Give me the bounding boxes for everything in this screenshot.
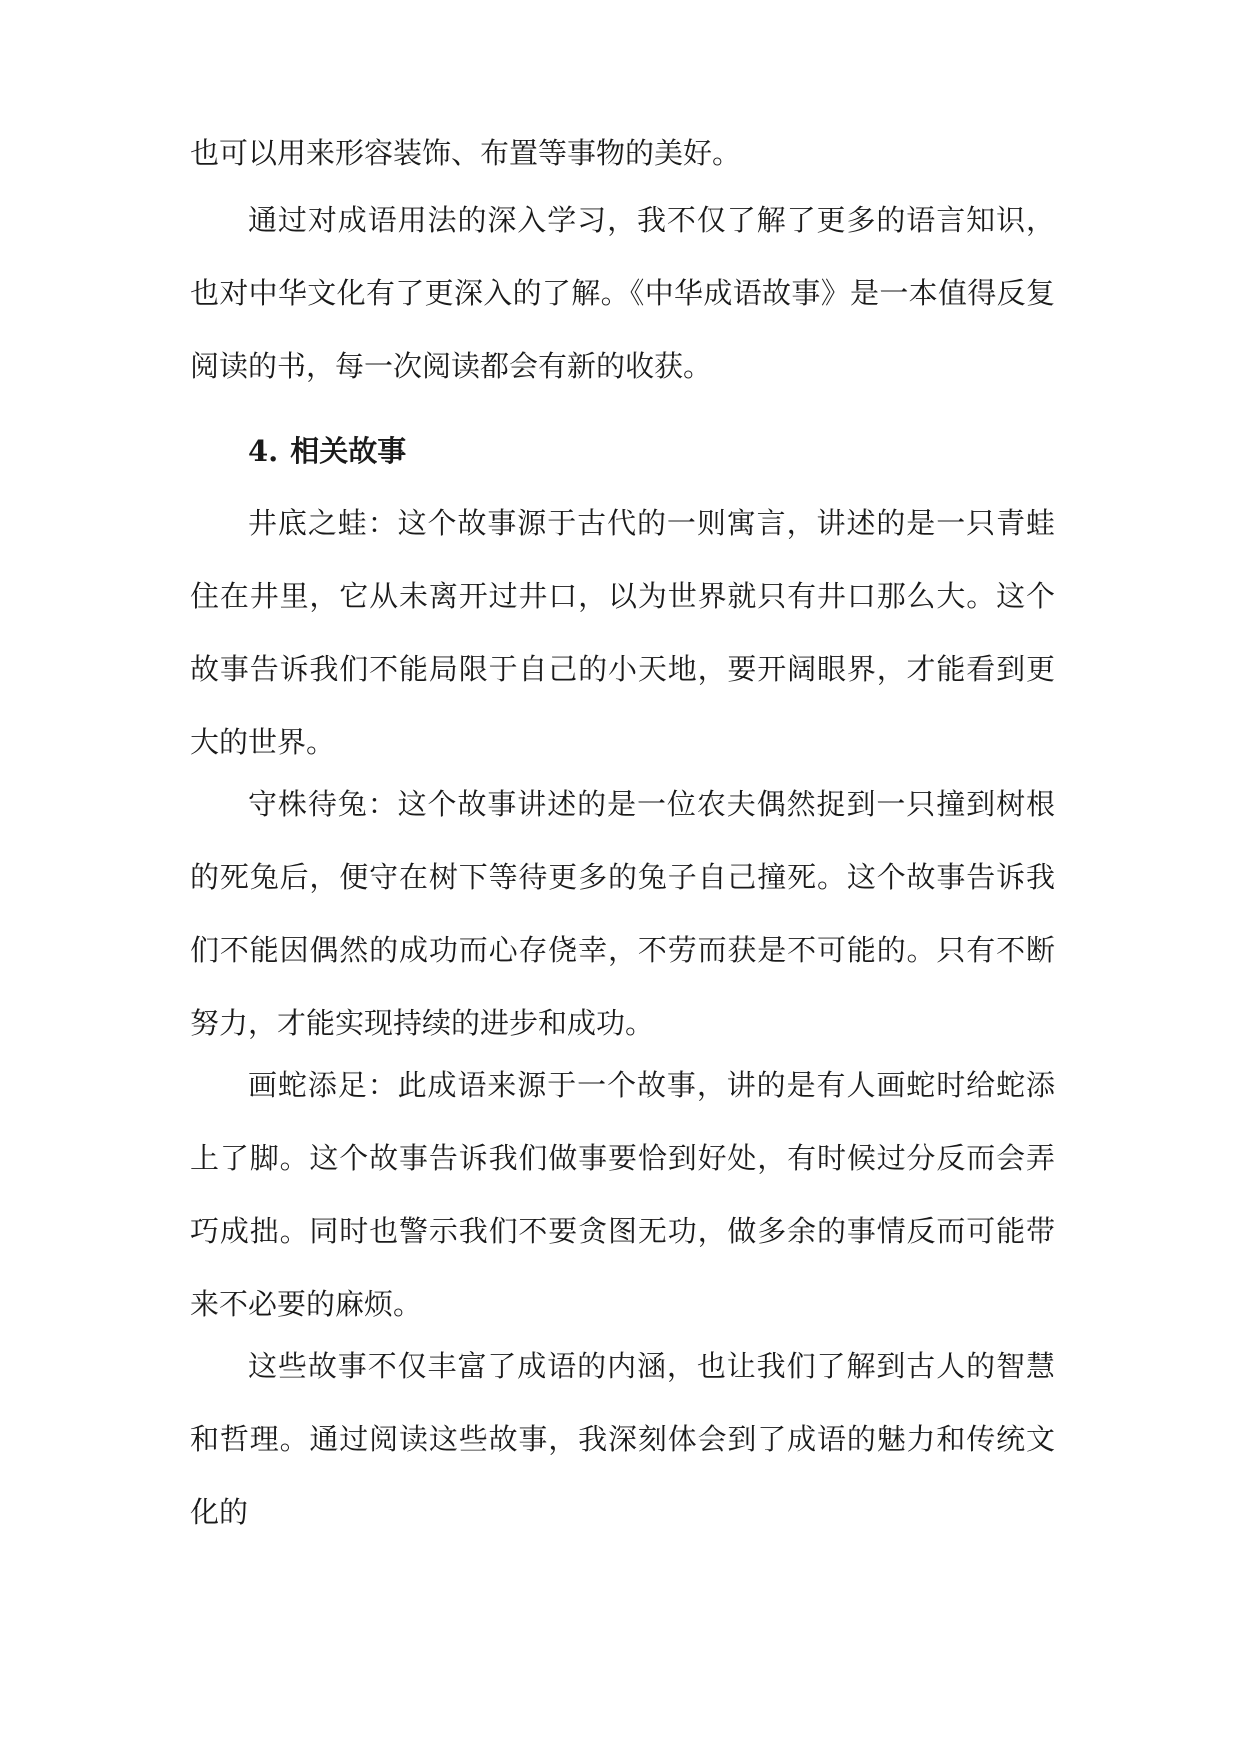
paragraph-continuation: 也可以用来形容装饰、布置等事物的美好。 [190, 136, 742, 170]
section-title: 相关故事 [290, 434, 407, 468]
paragraph-learning-summary: 通过对成语用法的深入学习，我不仅了解了更多的语言知识，也对中华文化有了更深入的了解。《中华成语故事》是一本值得反复阅读的书，每一次阅读都会有新的收获。 [190, 203, 1055, 383]
section-heading [248, 415, 406, 488]
paragraph-story-rabbit: 守株待兔：这个故事讲述的是一位农夫偶然捉到一只撞到树根的死兔后，便守在树下等待更多的兔子自己撞死。这个故事告诉我们不能因偶然的成功而心存侥幸，不劳而获是不可能的。只有不断努力，才能实现持续的进步和成功。 [190, 787, 1055, 1040]
paragraph-conclusion: 这些故事不仅丰富了成语的内涵，也让我们了解到古人的智慧和哲理。通过阅读这些故事，我深刻体会到了成语的魅力和传统文化的 [190, 1349, 1055, 1529]
paragraph-story-snake: 画蛇添足：此成语来源于一个故事，讲的是有人画蛇时给蛇添上了脚。这个故事告诉我们做事要恰到好处，有时候过分反而会弄巧成拙。同时也警示我们不要贪图无功，做多余的事情反而可能带来不必要的麻烦。 [190, 1068, 1055, 1321]
section-number: 4. [248, 434, 279, 468]
paragraph-story-frog: 井底之蛙：这个故事源于古代的一则寓言，讲述的是一只青蛙住在井里，它从未离开过井口，以为世界就只有井口那么大。这个故事告诉我们不能局限于自己的小天地，要开阔眼界，才能看到更大的世界。 [190, 506, 1055, 759]
